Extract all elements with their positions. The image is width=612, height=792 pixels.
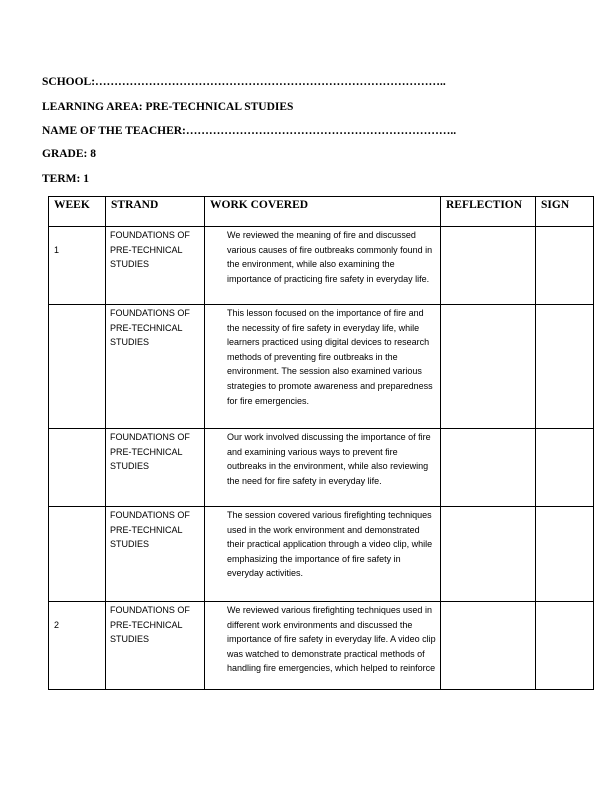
- work-covered-cell: This lesson focused on the importance of fire and the necessity of fire safety in everyday life, while learners practiced using digital devices to research methods of preventing fire outbreaks in the environment. The session also examined various strategies to promote awareness and preparedness for fire emergencies.: [205, 305, 441, 429]
- sign-cell: [536, 305, 594, 429]
- strand-cell: FOUNDATIONS OF PRE-TECHNICAL STUDIES: [106, 227, 205, 305]
- reflection-cell: [441, 305, 536, 429]
- table-row: [49, 429, 594, 507]
- school-field: SCHOOL:………………………………………………………………………………..: [42, 76, 446, 88]
- grade-label: GRADE: 8: [42, 148, 96, 160]
- week-cell: [49, 507, 106, 602]
- reflection-cell: [441, 507, 536, 602]
- work-covered-cell: We reviewed various firefighting techniques used in different work environments and discussed the importance of fire safety in everyday life. A video clip was watched to demonstrate practical methods of handling fire emergencies, which helped to reinforce: [205, 602, 441, 690]
- table-row: [49, 507, 594, 602]
- strand-cell: FOUNDATIONS OF PRE-TECHNICAL STUDIES: [106, 305, 205, 429]
- reflection-cell: [441, 227, 536, 305]
- header-strand: STRAND: [106, 197, 205, 227]
- teacher-name-field: NAME OF THE TEACHER:……………………………………………………………..: [42, 125, 457, 137]
- learning-area: LEARNING AREA: PRE-TECHNICAL STUDIES: [42, 101, 294, 113]
- header-sign: SIGN: [536, 197, 594, 227]
- strand-cell: FOUNDATIONS OF PRE-TECHNICAL STUDIES: [106, 507, 205, 602]
- strand-cell: FOUNDATIONS OF PRE-TECHNICAL STUDIES: [106, 602, 205, 690]
- sign-cell: [536, 227, 594, 305]
- table-header-row: [49, 197, 594, 227]
- sign-cell: [536, 507, 594, 602]
- table-row: [49, 305, 594, 429]
- week-cell: [49, 429, 106, 507]
- work-covered-cell: We reviewed the meaning of fire and discussed various causes of fire outbreaks commonly found in the environment, while also examining the importance of practicing fire safety in everyday life.: [205, 227, 441, 305]
- header-week: WEEK: [49, 197, 106, 227]
- table-row: [49, 602, 594, 690]
- sign-cell: [536, 429, 594, 507]
- reflection-cell: [441, 429, 536, 507]
- week-cell: 2: [49, 602, 106, 690]
- reflection-cell: [441, 602, 536, 690]
- header-work-covered: WORK COVERED: [205, 197, 441, 227]
- record-of-work-table: [48, 196, 594, 690]
- work-covered-cell: Our work involved discussing the importance of fire and examining various ways to prevent fire outbreaks in the environment, while also reviewing the need for fire safety in everyday life.: [205, 429, 441, 507]
- term-label: TERM: 1: [42, 173, 89, 185]
- week-cell: [49, 305, 106, 429]
- work-covered-cell: The session covered various firefighting techniques used in the work environment and demonstrated their practical application through a video clip, while emphasizing the importance of fire safety in everyday activities.: [205, 507, 441, 602]
- sign-cell: [536, 602, 594, 690]
- header-reflection: REFLECTION: [441, 197, 536, 227]
- table-row: [49, 227, 594, 305]
- strand-cell: FOUNDATIONS OF PRE-TECHNICAL STUDIES: [106, 429, 205, 507]
- week-cell: 1: [49, 227, 106, 305]
